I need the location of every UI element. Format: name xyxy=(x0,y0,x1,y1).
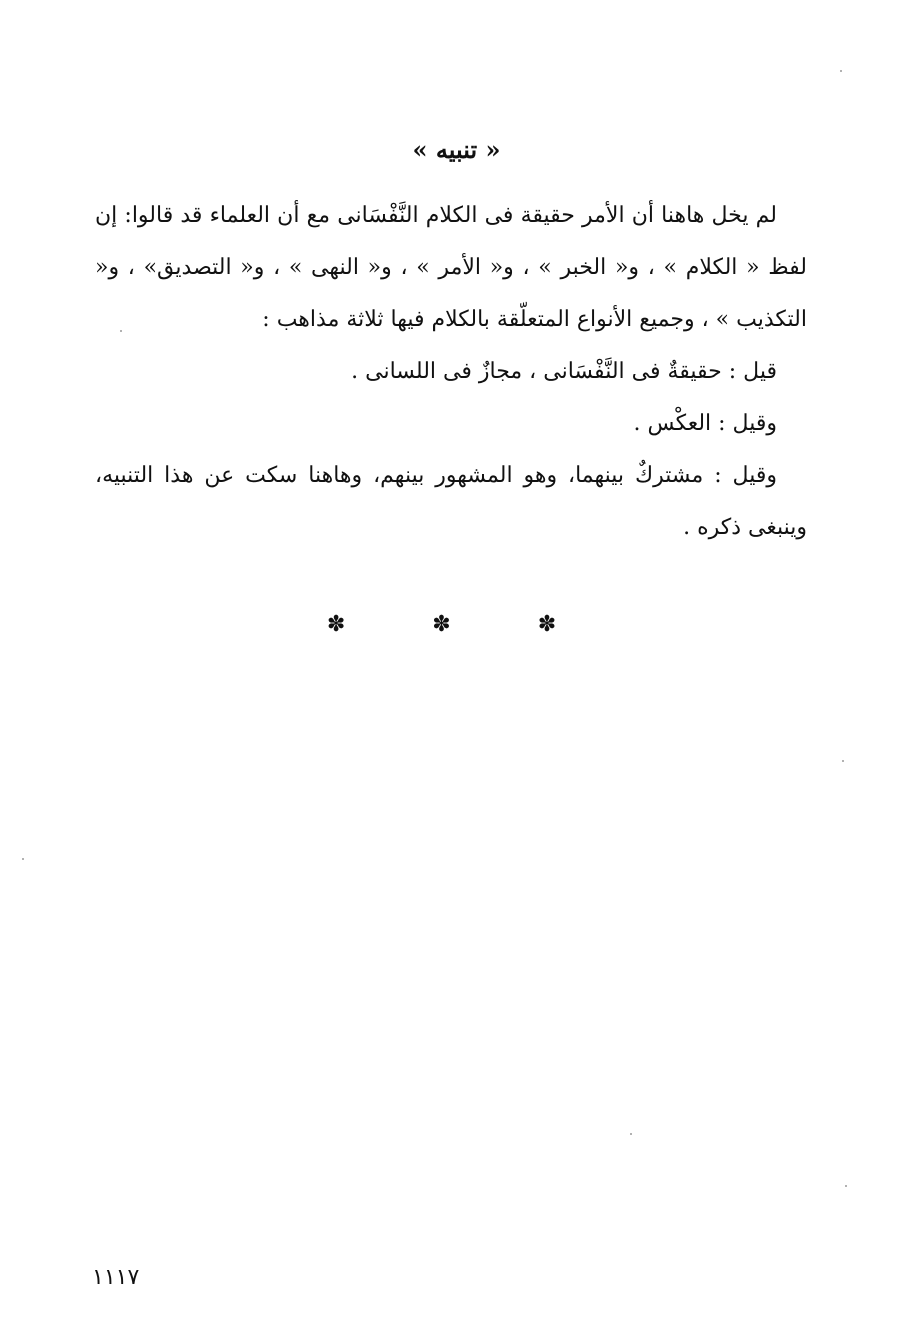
section-divider xyxy=(0,612,913,637)
scan-speck xyxy=(22,858,24,860)
scan-speck xyxy=(120,330,122,332)
flower-ornament-icon: ✽ xyxy=(326,612,376,637)
flower-ornament-icon: ✽ xyxy=(537,612,587,637)
flower-ornament-icon: ✽ xyxy=(432,612,481,637)
paragraph-opinion-3: وقيل : مشتركٌ بينهما، وهو المشهور بينهم، وهاهنا سكت عن هذا التنبيه، وينبغى ذكره . xyxy=(95,463,807,540)
paragraph-intro: لم يخل هاهنا أن الأمر حقيقة فى الكلام النَّفْسَانى مع أن العلماء قد قالوا: إن لفظ « الكلام » ، و« الخبر » ، و« الأمر » ، و« النهى » ، و« التصديق» ، و« التكذيب » ، وجميع الأنواع المتعلّقة بالكلام فيها ثلاثة مذاهب : xyxy=(95,203,807,332)
scan-speck xyxy=(630,1133,632,1135)
page-number: ١١١٧ xyxy=(92,1265,140,1290)
scan-speck xyxy=(842,760,844,762)
scan-speck xyxy=(840,70,842,72)
body-text xyxy=(95,190,807,554)
section-heading: « تنبيه » xyxy=(412,135,501,164)
paragraph-opinion-1: قيل : حقيقةٌ فى النَّفْسَانى ، مجازٌ فى اللسانى . xyxy=(351,359,777,384)
scan-speck xyxy=(845,1185,847,1187)
paragraph-opinion-2: وقيل : العكْس . xyxy=(633,411,777,436)
